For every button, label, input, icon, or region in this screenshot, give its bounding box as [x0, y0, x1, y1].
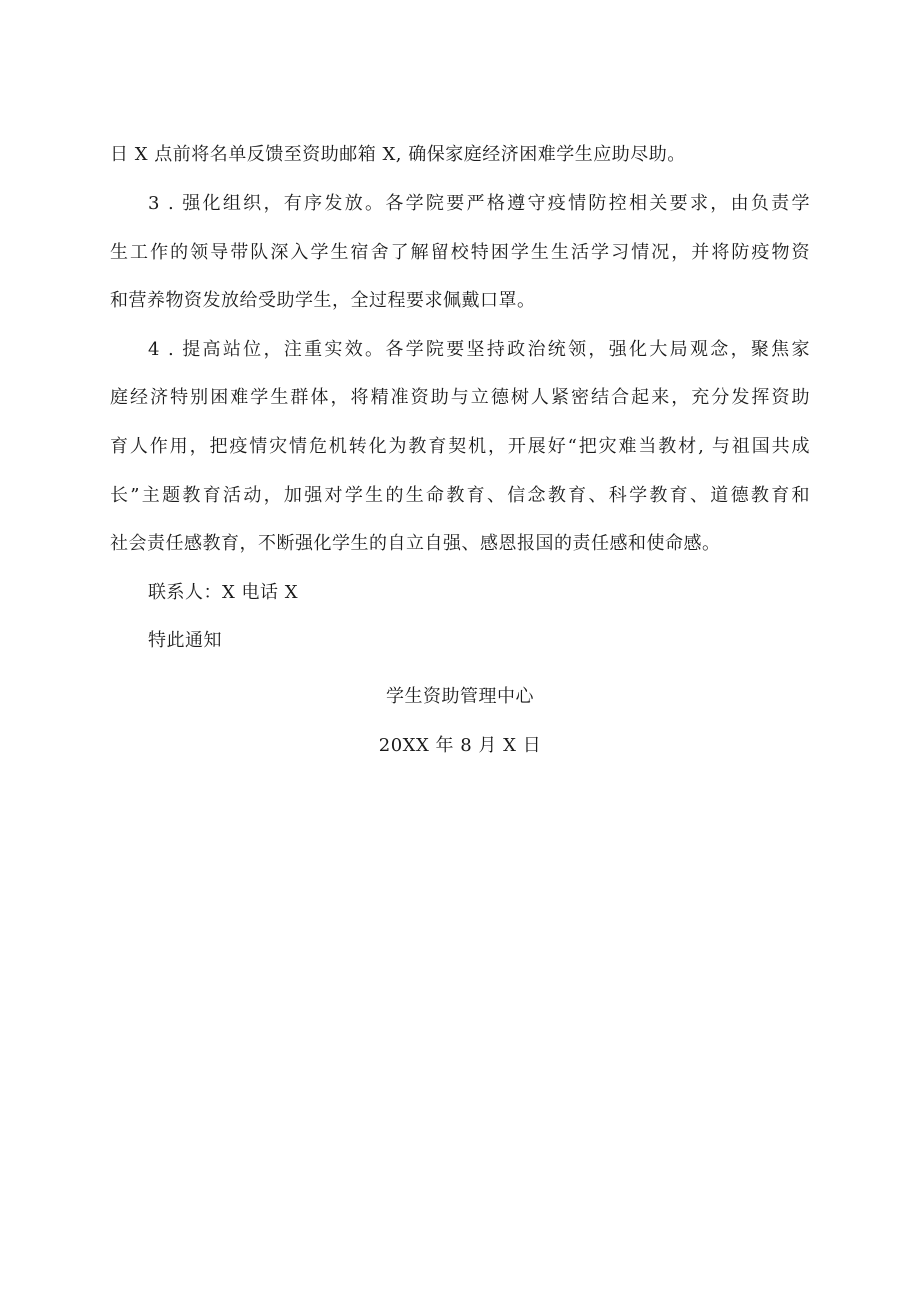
paragraph-4-line-3: 育人作用，把疫情灾情危机转化为教育契机，开展好“把灾难当教材, 与祖国共成 — [110, 436, 810, 457]
paragraph-3-line-2: 生工作的领导带队深入学生宿舍了解留校特困学生生活学习情况，并将防疫物资 — [110, 242, 810, 263]
paragraph-4-line-2: 庭经济特别困难学生群体，将精准资助与立德树人紧密结合起来，充分发挥资助 — [110, 387, 810, 408]
closing-line: 特此通知 — [148, 630, 222, 651]
paragraph-text-line: 日 X 点前将名单反馈至资助邮箱 X, 确保家庭经济困难学生应助尽助。 — [110, 144, 686, 165]
signature-organization: 学生资助管理中心 — [386, 686, 534, 707]
paragraph-4-line-1: 4 . 提高站位，注重实效。各学院要坚持政治统领，强化大局观念，聚焦家 — [148, 339, 810, 360]
paragraph-3-line-1: 3 . 强化组织，有序发放。各学院要严格遵守疫情防控相关要求，由负责学 — [148, 193, 810, 214]
paragraph-4-line-4: 长”主题教育活动，加强对学生的生命教育、信念教育、科学教育、道德教育和 — [110, 485, 810, 506]
contact-line: 联系人：X 电话 X — [148, 582, 299, 603]
paragraph-3-line-3: 和营养物资发放给受助学生，全过程要求佩戴口罩。 — [110, 290, 536, 311]
signature-date: 20XX 年 8 月 X 日 — [378, 735, 542, 756]
paragraph-4-line-5: 社会责任感教育，不断强化学生的自立自强、感恩报国的责任感和使命感。 — [110, 533, 721, 554]
